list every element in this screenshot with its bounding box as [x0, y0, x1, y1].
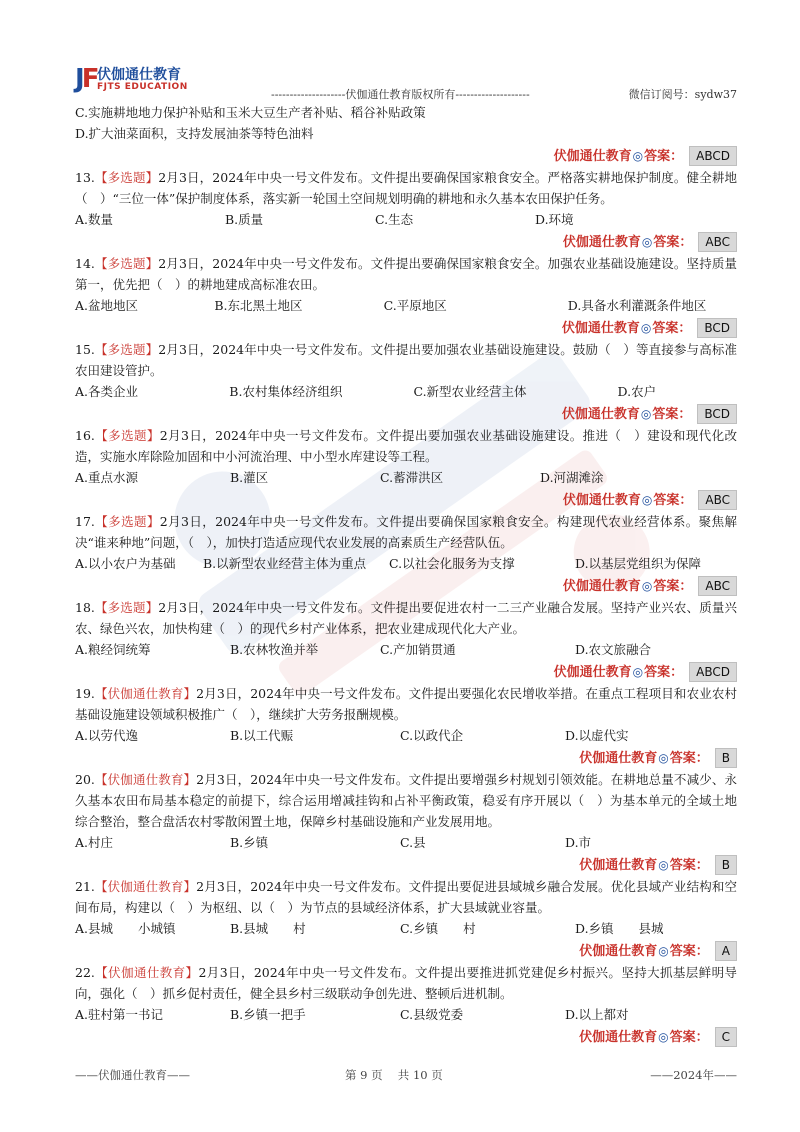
question-text: 2月3日，2024年中央一号文件发布。文件提出要推进抓党建促乡村振兴。坚持大抓基层鲜明导向，强化（ ）抓乡促村责任，健全县乡村三级联动争创先进、整顿后进机制。 [75, 965, 737, 1001]
target-icon: ◎ [658, 1029, 669, 1044]
target-icon: ◎ [658, 857, 669, 872]
option-a: A.县城 小城镇 [75, 921, 176, 936]
answer-value: C [715, 1027, 737, 1047]
question-text-block [75, 339, 737, 381]
question-text-block [75, 425, 737, 467]
target-icon: ◎ [641, 234, 653, 249]
options-row [75, 639, 737, 660]
option-d: D.农文旅融合 [575, 642, 652, 657]
question-type-tag: 【伏伽通仕教育】 [94, 772, 197, 787]
question-type-tag: 【多选题】 [94, 170, 159, 185]
option-a: A.以劳代逸 [75, 728, 139, 743]
question-text: 2月3日，2024年中央一号文件发布。文件提出要促进县域城乡融合发展。优化县域产业结构和空间布局，构建以（ ）为枢纽、以（ ）为节点的县域经济体系，扩大县域就业容量。 [75, 879, 737, 915]
option-d: D.以虚代实 [565, 728, 629, 743]
target-icon: ◎ [640, 406, 652, 421]
option-d: D.环境 [535, 212, 574, 227]
option-c: C.以社会化服务为支撑 [389, 556, 515, 571]
answer-value: ABC [698, 232, 737, 252]
answer-label: 答案： [644, 664, 684, 680]
option-d: D.以上都对 [565, 1007, 629, 1022]
answer-row [75, 317, 737, 339]
option-a: A.以小农户为基础 [75, 556, 176, 571]
question-text: 2月3日，2024年中央一号文件发布。文件提出要加强农业基础设施建设。推进（ ）建设和现代化改造，实施水库除险加固和中小河流治理、中小型水库建设等工程。 [75, 428, 737, 464]
option-d: D.河湖滩涂 [540, 470, 604, 485]
option-b: B.乡镇 [230, 835, 269, 850]
footer-year: ——2024年—— [650, 1068, 737, 1082]
answer-row [75, 661, 737, 683]
question-text: 2月3日，2024年中央一号文件发布。文件提出要确保国家粮食安全。构建现代农业经营体系。聚焦解决“谁来种地”问题，（ ），加快打造适应现代农业发展的高素质生产经营队伍。 [75, 514, 737, 550]
options-row [75, 209, 737, 230]
question-text: 2月3日，2024年中央一号文件发布。文件提出要确保国家粮食安全。加强农业基础设施建设。坚持质量第一，优先把（ ）的耕地建成高标准农田。 [75, 256, 737, 292]
question-text-block [75, 876, 737, 918]
answer-label: 答案： [669, 750, 709, 766]
question-number: 18. [75, 600, 95, 615]
options-row [75, 725, 737, 746]
option-c: C.产加销贯通 [380, 642, 456, 657]
question-text-block [75, 167, 737, 209]
option-a: A.盆地地区 [75, 298, 139, 313]
answer-row [75, 940, 737, 962]
answer-brand: 伏伽通仕教育 [561, 406, 640, 422]
question-type-tag: 【伏伽通仕教育】 [94, 965, 199, 980]
option-a: A.数量 [75, 212, 114, 227]
answer-value: ABC [698, 490, 737, 510]
option-c: C.平原地区 [383, 298, 447, 313]
question-item [75, 962, 737, 1048]
answer-row [75, 575, 737, 597]
answer-row [75, 854, 737, 876]
answer-value: A [715, 941, 737, 961]
option-b: B.灌区 [230, 470, 269, 485]
answer-brand: 伏伽通仕教育 [553, 148, 632, 164]
footer-brand: ——伏伽通仕教育—— [75, 1068, 190, 1082]
question-number: 14. [75, 256, 95, 271]
option-c: C.以政代企 [400, 728, 464, 743]
logo-name-en: FJTS EDUCATION [97, 82, 188, 92]
option-d: D.乡镇 县城 [575, 921, 664, 936]
answer-brand: 伏伽通仕教育 [562, 492, 641, 508]
question-text-block [75, 253, 737, 295]
answer-label: 答案： [644, 148, 684, 164]
target-icon: ◎ [658, 943, 669, 958]
question-item [75, 511, 737, 597]
option-b: B.县城 村 [230, 921, 306, 936]
question-number: 19. [75, 686, 95, 701]
question-type-tag: 【伏伽通仕教育】 [94, 879, 197, 894]
option-d: D.以基层党组织为保障 [575, 556, 702, 571]
target-icon: ◎ [641, 578, 653, 593]
options-row [75, 295, 737, 316]
answer-brand: 伏伽通仕教育 [579, 750, 658, 766]
option-line: C.实施耕地地力保护补贴和玉米大豆生产者补贴、稻谷补贴政策 [75, 105, 426, 120]
answer-row [75, 231, 737, 253]
question-item [75, 876, 737, 962]
question-text: 2月3日，2024年中央一号文件发布。文件提出要加强农业基础设施建设。鼓励（ ）等直接参与高标准农田建设管护。 [75, 342, 737, 378]
question-item [75, 253, 737, 339]
wechat-id: 微信订阅号：sydw37 [628, 88, 737, 101]
question-text-block [75, 597, 737, 639]
answer-brand: 伏伽通仕教育 [562, 234, 641, 250]
option-c: C.乡镇 村 [400, 921, 476, 936]
option-d: D.具备水利灌溉条件地区 [567, 298, 707, 313]
question-item [75, 683, 737, 769]
option-c: C.蓄滞洪区 [380, 470, 444, 485]
answer-value: ABC [698, 576, 737, 596]
question-text: 2月3日，2024年中央一号文件发布。文件提出要强化农民增收举措。在重点工程项目和农业农村基础设施建设领域积极推广（ ），继续扩大劳务报酬规模。 [75, 686, 737, 722]
options-row [75, 381, 737, 402]
answer-brand: 伏伽通仕教育 [562, 578, 641, 594]
question-list [75, 102, 737, 1048]
question-item [75, 167, 737, 253]
question-number: 21. [75, 879, 95, 894]
option-a: A.驻村第一书记 [75, 1007, 164, 1022]
answer-row [75, 1026, 737, 1048]
answer-label: 答案： [669, 943, 709, 959]
answer-label: 答案： [652, 320, 692, 336]
options-row [75, 467, 737, 488]
option-b: B.农林牧渔并举 [230, 642, 319, 657]
page-number: 第 9 页 共 10 页 [345, 1068, 443, 1082]
question-item [75, 425, 737, 511]
option-b: B.以工代赈 [230, 728, 294, 743]
question-number: 17. [75, 514, 95, 529]
options-row [75, 553, 737, 574]
answer-row [75, 403, 737, 425]
options-row [75, 832, 737, 853]
target-icon: ◎ [632, 148, 644, 163]
option-c: C.县级党委 [400, 1007, 464, 1022]
question-text-block [75, 769, 737, 832]
answer-value: B [715, 855, 737, 875]
page-header [75, 62, 737, 102]
option-a: A.村庄 [75, 835, 114, 850]
question-item [75, 769, 737, 876]
logo-mark: JF [75, 64, 97, 94]
question-type-tag: 【多选题】 [94, 342, 159, 357]
brand-logo [75, 62, 205, 98]
question-text-block [75, 962, 737, 1004]
answer-label: 答案： [669, 857, 709, 873]
question-text: 2月3日，2024年中央一号文件发布。文件提出要增强乡村规划引领效能。在耕地总量不减少、永久基本农田布局基本稳定的前提下，综合运用增减挂钩和占补平衡政策，稳妥有序开展以（ ）为基本单元的全域土地综合整治，整合盘活农村零散闲置土地，保障乡村基础设施和产业发展用地。 [75, 772, 737, 829]
target-icon: ◎ [632, 664, 644, 679]
copyright-notice: --------------------伏伽通仕教育版权所有-------------------- [271, 88, 530, 101]
option-a: A.各类企业 [75, 384, 139, 399]
option-a: A.重点水源 [75, 470, 139, 485]
option-c: C.县 [400, 835, 426, 850]
answer-label: 答案： [653, 234, 693, 250]
question-number: 16. [75, 428, 95, 443]
answer-label: 答案： [653, 578, 693, 594]
question-text-block [75, 683, 737, 725]
question-text: 2月3日，2024年中央一号文件发布。文件提出要促进农村一二三产业融合发展。坚持产业兴农、质量兴农、绿色兴农，加快构建（ ）的现代乡村产业体系，把农业建成现代化大产业。 [75, 600, 737, 636]
option-b: B.乡镇一把手 [230, 1007, 306, 1022]
option-d: D.市 [565, 835, 592, 850]
answer-label: 答案： [653, 492, 693, 508]
question-number: 22. [75, 965, 95, 980]
answer-brand: 伏伽通仕教育 [579, 1029, 658, 1045]
question-text: 2月3日，2024年中央一号文件发布。文件提出要确保国家粮食安全。严格落实耕地保护制度。健全耕地（ ）“三位一体”保护制度体系，落实新一轮国土空间规划明确的耕地和永久基本农田保护任务。 [75, 170, 737, 206]
answer-brand: 伏伽通仕教育 [561, 320, 640, 336]
option-c: C.生态 [375, 212, 414, 227]
answer-value: ABCD [689, 146, 737, 166]
question-type-tag: 【多选题】 [94, 514, 160, 529]
option-b: B.以新型农业经营主体为重点 [203, 556, 367, 571]
option-d: D.农户 [617, 384, 657, 399]
answer-label: 答案： [669, 1029, 709, 1045]
answer-value: ABCD [689, 662, 737, 682]
question-type-tag: 【多选题】 [94, 256, 159, 271]
question-number: 15. [75, 342, 95, 357]
question-item [75, 339, 737, 425]
logo-name-cn: 伏伽通仕教育 [97, 67, 181, 83]
options-row [75, 918, 737, 939]
answer-brand: 伏伽通仕教育 [553, 664, 632, 680]
answer-row [75, 145, 737, 167]
option-line: D.扩大油菜面积，支持发展油茶等特色油料 [75, 126, 314, 141]
option-b: B.质量 [225, 212, 264, 227]
question-item [75, 597, 737, 683]
target-icon: ◎ [658, 750, 669, 765]
options-row [75, 1004, 737, 1025]
question-number: 13. [75, 170, 95, 185]
answer-value: BCD [697, 404, 737, 424]
answer-brand: 伏伽通仕教育 [579, 943, 658, 959]
answer-value: BCD [697, 318, 737, 338]
question-number: 20. [75, 772, 95, 787]
option-c: C.新型农业经营主体 [413, 384, 527, 399]
answer-brand: 伏伽通仕教育 [579, 857, 658, 873]
answer-row [75, 747, 737, 769]
question-type-tag: 【多选题】 [94, 428, 160, 443]
answer-value: B [715, 748, 737, 768]
question-text-block [75, 511, 737, 553]
option-b: B.东北黑土地区 [214, 298, 303, 313]
answer-label: 答案： [652, 406, 692, 422]
question-type-tag: 【多选题】 [94, 600, 159, 615]
option-b: B.农村集体经济组织 [229, 384, 343, 399]
option-a: A.粮经饲统筹 [75, 642, 151, 657]
target-icon: ◎ [640, 320, 652, 335]
answer-row [75, 489, 737, 511]
question-type-tag: 【伏伽通仕教育】 [94, 686, 197, 701]
target-icon: ◎ [641, 492, 653, 507]
